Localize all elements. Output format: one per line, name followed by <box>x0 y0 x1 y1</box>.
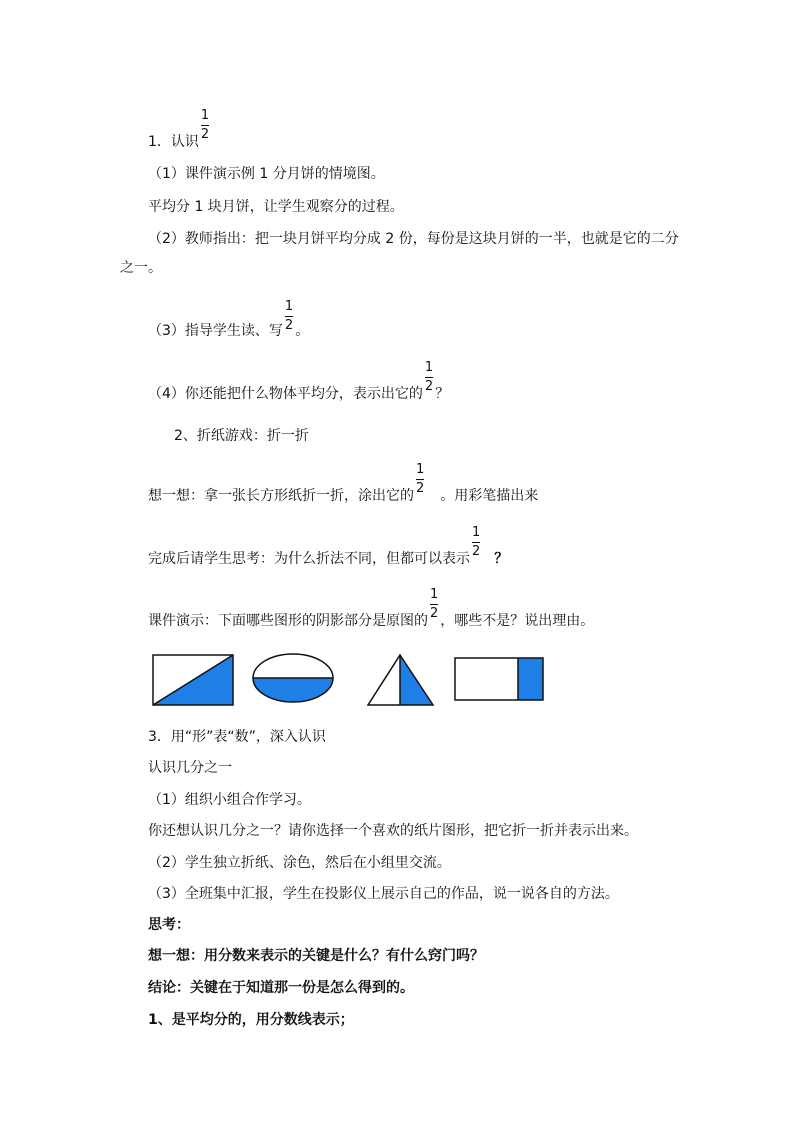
text-line: （3）全班集中汇报，学生在投影仪上展示自己的作品，说一说各自的方法。 <box>148 886 619 902</box>
text-line: 之一。 <box>120 260 162 276</box>
triangle-split-shape <box>368 655 433 705</box>
rectangle-diagonal-shape <box>153 655 233 705</box>
section-2-heading: 2、折纸游戏：折一折 <box>174 428 309 444</box>
ellipse-half-shape <box>253 654 333 702</box>
shapes-figure <box>150 650 550 710</box>
text-line: 平均分 1 块月饼，让学生观察分的过程。 <box>148 199 404 215</box>
text-line: 1、是平均分的，用分数线表示； <box>148 1012 354 1028</box>
text-line: 你还想认识几分之一？请你选择一个喜欢的纸片图形，把它折一折并表示出来。 <box>148 823 638 839</box>
text-line: 课件演示：下面哪些图形的阴影部分是原图的 $\frac{1}{2}$ ，哪些不是？说出理由。 <box>148 587 595 629</box>
fraction-one-half: $\frac{1}{2}$ <box>424 360 434 394</box>
text-line: 认识几分之一 <box>148 760 232 776</box>
text-line: 想一想：拿一张长方形纸折一折，涂出它的 $\frac{1}{2}$ 。用彩笔描出来 <box>148 462 539 504</box>
conclusion-line: 结论：关键在于知道那一份是怎么得到的。 <box>148 980 414 996</box>
text-line: （4）你还能把什么物体平均分，表示出它的 $\frac{1}{2}$ ？ <box>148 360 450 402</box>
fraction-one-half: $\frac{1}{2}$ <box>416 462 425 496</box>
text-line: （2）教师指出：把一块月饼平均分成 2 份，每份是这块月饼的一半，也就是它的二分 <box>148 231 679 247</box>
fraction-one-half: $\frac{1}{2}$ <box>472 525 481 559</box>
section-1-heading: 1．认识 $\frac{1}{2}$ <box>148 108 210 150</box>
text-line: 想一想：用分数来表示的关键是什么？有什么窍门吗？ <box>148 948 484 964</box>
fraction-one-half: $\frac{1}{2}$ <box>430 587 439 621</box>
section-3-heading: 3．用“形”表“数”，深入认识 <box>148 729 326 745</box>
rectangle-strip-shape <box>455 658 543 700</box>
text-line: （3）指导学生读、写 $\frac{1}{2}$ 。 <box>148 299 310 339</box>
fraction-one-half: $\frac{1}{2}$ <box>200 108 210 142</box>
think-heading: 思考： <box>148 917 190 933</box>
text-line: （1）组织小组合作学习。 <box>148 792 311 808</box>
text-line: 完成后请学生思考：为什么折法不同，但都可以表示 $\frac{1}{2}$ ？ <box>148 525 509 567</box>
fraction-one-half: $\frac{1}{2}$ <box>284 299 294 333</box>
text-line: （2）学生独立折纸、涂色，然后在小组里交流。 <box>148 855 451 871</box>
text-line: （1）课件演示例 1 分月饼的情境图。 <box>148 166 385 182</box>
